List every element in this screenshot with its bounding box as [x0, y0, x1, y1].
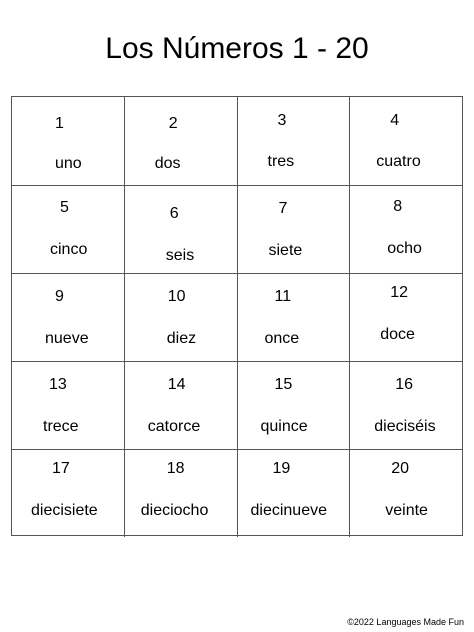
number-cell-7	[237, 186, 350, 273]
number-label: 18	[166, 460, 185, 477]
number-word: dos	[154, 155, 181, 172]
number-cell-3	[237, 97, 350, 185]
number-label: 19	[272, 460, 291, 477]
number-word: seis	[165, 247, 195, 264]
number-label: 1	[55, 115, 64, 132]
number-word: dieciséis	[374, 418, 436, 435]
number-word: diez	[166, 330, 197, 347]
number-word: uno	[55, 155, 82, 172]
number-cell-5	[12, 186, 124, 273]
number-cell-20	[349, 450, 462, 537]
number-word: ocho	[387, 240, 422, 257]
numbers-grid	[11, 96, 463, 536]
number-word: siete	[268, 242, 303, 259]
number-label: 9	[55, 288, 64, 305]
number-cell-4	[349, 97, 462, 185]
number-label: 2	[168, 115, 178, 132]
number-cell-6	[124, 186, 237, 273]
number-cell-14	[124, 362, 237, 449]
number-cell-19	[237, 450, 350, 537]
grid-row	[12, 185, 462, 273]
number-label: 16	[395, 376, 414, 393]
number-label: 15	[274, 376, 293, 393]
number-label: 17	[52, 460, 70, 477]
number-cell-8	[349, 186, 462, 273]
number-word: diecisiete	[31, 502, 98, 519]
number-cell-13	[12, 362, 124, 449]
number-label: 12	[390, 284, 409, 301]
number-label: 13	[49, 376, 67, 393]
number-word: catorce	[147, 418, 201, 435]
number-word: dieciocho	[140, 502, 209, 519]
number-word: cuatro	[376, 153, 421, 170]
number-word: diecinueve	[250, 502, 327, 519]
number-cell-1	[12, 97, 124, 185]
number-cell-11	[237, 274, 350, 361]
number-label: 5	[60, 199, 69, 216]
number-word: doce	[380, 326, 415, 343]
number-word: nueve	[45, 330, 89, 347]
page-title: Los Números 1 - 20	[105, 32, 369, 65]
number-label: 3	[277, 112, 287, 129]
grid-row	[12, 449, 462, 537]
grid-row	[12, 361, 462, 449]
number-word: cinco	[50, 241, 88, 258]
number-cell-16	[349, 362, 462, 449]
number-word: trece	[43, 418, 79, 435]
number-label: 6	[169, 205, 179, 222]
number-label: 11	[274, 288, 292, 305]
number-cell-15	[237, 362, 350, 449]
number-word: veinte	[385, 502, 428, 519]
number-cell-9	[12, 274, 124, 361]
number-label: 20	[391, 460, 410, 477]
number-label: 10	[167, 288, 186, 305]
number-cell-18	[124, 450, 237, 537]
number-word: tres	[267, 153, 295, 170]
number-label: 7	[278, 200, 288, 217]
grid-row	[12, 273, 462, 361]
copyright-footer: ©2022 Languages Made Fun	[347, 617, 464, 627]
number-label: 8	[393, 198, 403, 215]
number-label: 14	[167, 376, 186, 393]
number-cell-12	[349, 274, 462, 361]
number-cell-10	[124, 274, 237, 361]
number-word: once	[264, 330, 300, 347]
number-word: quince	[260, 418, 308, 435]
number-cell-2	[124, 97, 237, 185]
grid-row	[12, 97, 462, 185]
number-label: 4	[390, 112, 400, 129]
number-cell-17	[12, 450, 124, 537]
